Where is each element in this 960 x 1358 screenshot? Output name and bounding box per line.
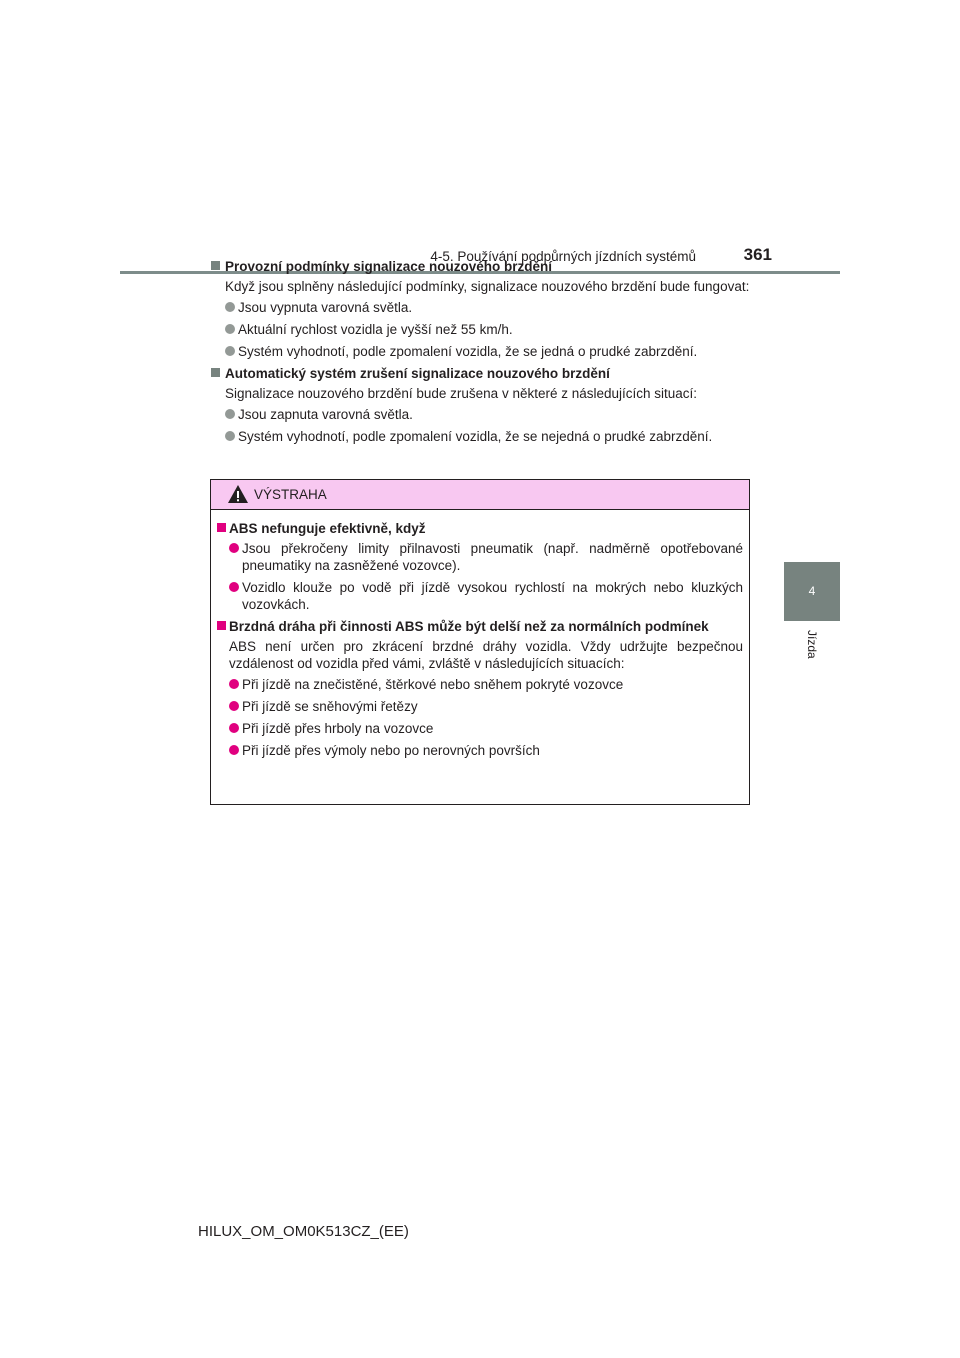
circle-bullet-icon <box>229 745 239 755</box>
square-bullet-icon <box>217 621 226 630</box>
square-bullet-icon <box>211 261 220 270</box>
chapter-number: 4 <box>808 584 816 598</box>
warning-text: ABS není určen pro zkrácení brzdné dráhy vozidla. Vždy udržujte bezpečnou vzdálenost od vozidla před vámi, zvláště v následujících situacích: <box>229 639 743 671</box>
warning-title: VÝSTRAHA <box>254 487 327 502</box>
section-heading: Provozní podmínky signalizace nouzového brzdění <box>210 258 750 275</box>
list-item: Jsou vypnuta varovná světla. <box>225 299 750 316</box>
list-item: Při jízdě na znečistěné, štěrkové nebo sněhem pokryté vozovce <box>229 676 743 693</box>
list-item: Vozidlo klouže po vodě při jízdě vysokou rychlostí na mokrých nebo kluzkých vozovkách. <box>229 579 743 613</box>
circle-bullet-icon <box>229 582 239 592</box>
circle-bullet-icon <box>225 302 235 312</box>
circle-bullet-icon <box>229 701 239 711</box>
circle-bullet-icon <box>225 431 235 441</box>
list-item: Při jízdě přes hrboly na vozovce <box>229 720 743 737</box>
warning-heading: Brzdná dráha při činnosti ABS může být delší než za normálních podmínek <box>217 618 743 635</box>
list-item: Při jízdě přes výmoly nebo po nerovných površích <box>229 742 743 759</box>
section-text: Když jsou splněny následující podmínky, signalizace nouzového brzdění bude fungovat: <box>225 279 750 294</box>
page-number: 361 <box>743 245 772 264</box>
chapter-label: Jízda <box>805 630 819 659</box>
circle-bullet-icon <box>225 409 235 419</box>
circle-bullet-icon <box>225 324 235 334</box>
circle-bullet-icon <box>225 346 235 356</box>
list-item: Při jízdě se sněhovými řetězy <box>229 698 743 715</box>
list-item: Jsou překročeny limity přilnavosti pneumatik (např. nadměrně opotřebované pneumatiky na zasněžené vozovce). <box>229 540 743 574</box>
warning-header <box>211 480 749 510</box>
warning-heading: ABS nefunguje efektivně, když <box>217 520 743 537</box>
square-bullet-icon <box>217 523 226 532</box>
warning-body <box>217 520 743 764</box>
section-title: 4-5. Používání podpůrných jízdních systémů <box>430 249 696 264</box>
warning-box <box>210 479 750 805</box>
list-item: Systém vyhodnotí, podle zpomalení vozidla, že se nejedná o prudké zabrzdění. <box>225 428 750 445</box>
main-content <box>210 258 750 450</box>
list-item: Aktuální rychlost vozidla je vyšší než 55 km/h. <box>225 321 750 338</box>
section-text: Signalizace nouzového brzdění bude zrušena v některé z následujících situací: <box>225 386 698 401</box>
section-heading: Automatický systém zrušení signalizace nouzového brzdění <box>210 365 750 382</box>
document-code: HILUX_OM_OM0K513CZ_(EE) <box>198 1223 409 1240</box>
warning-triangle-icon <box>227 484 249 504</box>
circle-bullet-icon <box>229 543 239 553</box>
list-item: Jsou zapnuta varovná světla. <box>225 406 750 423</box>
square-bullet-icon <box>211 368 220 377</box>
circle-bullet-icon <box>229 723 239 733</box>
list-item: Systém vyhodnotí, podle zpomalení vozidla, že se jedná o prudké zabrzdění. <box>225 343 750 360</box>
chapter-tab <box>784 562 840 621</box>
circle-bullet-icon <box>229 679 239 689</box>
